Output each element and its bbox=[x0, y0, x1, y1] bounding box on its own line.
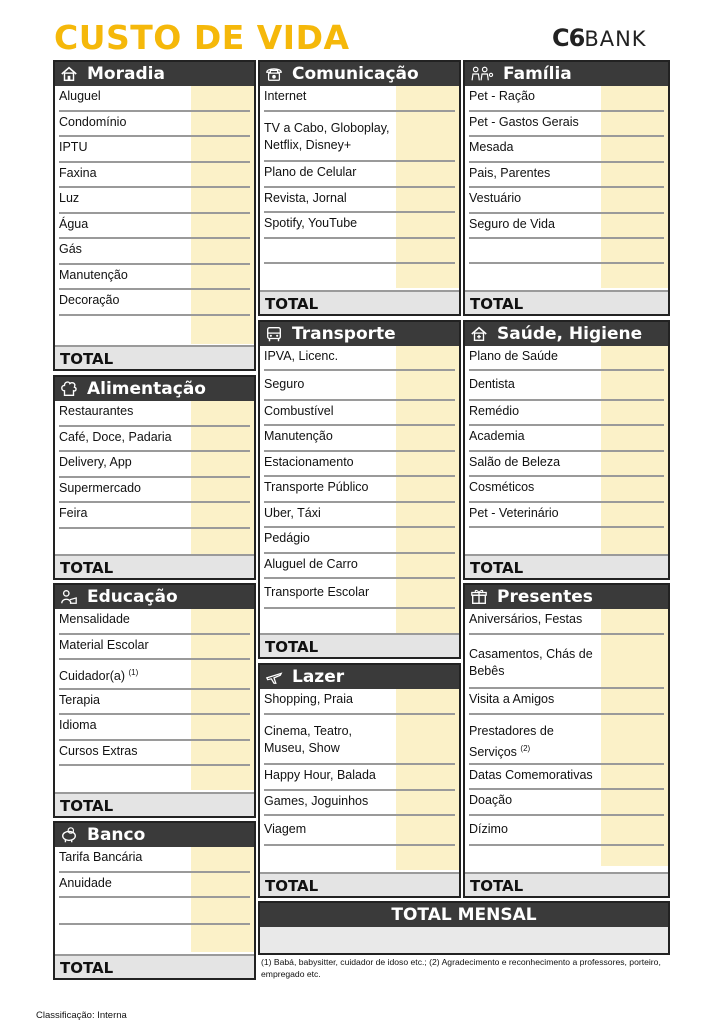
expense-value-field[interactable] bbox=[191, 660, 254, 690]
expense-label: Viagem bbox=[264, 822, 307, 836]
expense-value-field[interactable] bbox=[191, 163, 254, 188]
expense-label: Vestuário bbox=[469, 191, 522, 205]
expense-value-field[interactable] bbox=[601, 371, 668, 401]
expense-row[interactable] bbox=[260, 715, 459, 765]
expense-value-field[interactable] bbox=[191, 290, 254, 316]
section-title: Presentes bbox=[497, 587, 593, 607]
expense-value-field[interactable] bbox=[191, 214, 254, 239]
expense-row[interactable] bbox=[260, 239, 459, 264]
expense-label: Spotify, YouTube bbox=[264, 216, 358, 230]
expense-label bbox=[260, 846, 396, 870]
expense-row[interactable] bbox=[55, 86, 254, 112]
house-icon bbox=[59, 64, 79, 84]
expense-row[interactable] bbox=[260, 765, 459, 791]
section-educacao-header bbox=[55, 585, 254, 609]
expense-value-field[interactable] bbox=[601, 790, 668, 816]
expense-label: Revista, Jornal bbox=[264, 191, 347, 205]
expense-row[interactable] bbox=[55, 265, 254, 290]
expense-row[interactable] bbox=[55, 925, 254, 952]
expense-value-field[interactable] bbox=[191, 265, 254, 290]
classification-label: Classificação: Interna bbox=[36, 1010, 127, 1021]
section-alimentacao-header bbox=[55, 377, 254, 401]
expense-value-field[interactable] bbox=[396, 162, 459, 188]
expense-label: Seguro de Vida bbox=[469, 217, 555, 231]
expense-label: Supermercado bbox=[59, 481, 141, 495]
expense-label: Salão de Beleza bbox=[469, 455, 561, 469]
expense-label: Casamentos, Chás de Bebês bbox=[469, 647, 593, 678]
expense-value-field[interactable] bbox=[396, 791, 459, 816]
expense-value-field[interactable] bbox=[191, 847, 254, 873]
expense-label-text: Prestadores de Serviços bbox=[469, 724, 554, 760]
expense-label: Luz bbox=[59, 191, 80, 205]
expense-label: Pais, Parentes bbox=[469, 166, 551, 180]
expense-value-field[interactable] bbox=[601, 426, 668, 452]
expense-label: Anuidade bbox=[59, 876, 112, 890]
expense-row[interactable] bbox=[465, 452, 668, 477]
expense-value-field[interactable] bbox=[191, 715, 254, 741]
expense-row[interactable] bbox=[260, 528, 459, 554]
expense-value-field[interactable] bbox=[396, 609, 459, 635]
expense-value-field[interactable] bbox=[191, 188, 254, 214]
section-banco-header bbox=[55, 823, 254, 847]
expense-row[interactable] bbox=[260, 346, 459, 371]
expense-row[interactable] bbox=[465, 846, 668, 866]
expense-label: Material Escolar bbox=[59, 638, 149, 652]
expense-label: Plano de Celular bbox=[264, 165, 357, 179]
expense-label: Feira bbox=[59, 506, 88, 520]
expense-row[interactable] bbox=[260, 609, 459, 635]
expense-value-field[interactable] bbox=[191, 427, 254, 452]
expense-label: Doação bbox=[469, 793, 513, 807]
section-moradia-header bbox=[55, 62, 254, 86]
expense-value-field[interactable] bbox=[191, 766, 254, 790]
expense-label: Tarifa Bancária bbox=[59, 850, 143, 864]
expense-label bbox=[465, 528, 601, 554]
section-title: Família bbox=[503, 64, 572, 84]
expense-value-field[interactable] bbox=[601, 715, 668, 765]
expense-label: Mensalidade bbox=[59, 612, 130, 626]
expense-label bbox=[465, 715, 601, 765]
expense-row[interactable] bbox=[55, 112, 254, 137]
expense-row[interactable] bbox=[55, 188, 254, 214]
expense-label: IPTU bbox=[59, 140, 88, 154]
expense-value-field[interactable] bbox=[601, 816, 668, 846]
expense-row[interactable] bbox=[55, 529, 254, 554]
section-total: TOTAL bbox=[55, 792, 254, 816]
total-mensal-box bbox=[258, 901, 670, 955]
expense-value-field[interactable] bbox=[191, 609, 254, 635]
section-title: Educação bbox=[87, 587, 178, 607]
expense-row[interactable] bbox=[260, 816, 459, 846]
expense-row[interactable] bbox=[260, 554, 459, 579]
expense-row[interactable] bbox=[260, 846, 459, 870]
expense-label: Remédio bbox=[469, 404, 520, 418]
expense-row[interactable] bbox=[260, 689, 459, 715]
expense-row[interactable] bbox=[55, 873, 254, 898]
section-title: Saúde, Higiene bbox=[497, 324, 643, 344]
expense-label: Cinema, Teatro, Museu, Show bbox=[264, 724, 353, 755]
health-house-icon bbox=[469, 324, 489, 344]
chef-hat-icon bbox=[59, 379, 79, 399]
footnote-ref: (2) bbox=[520, 744, 531, 753]
expense-row[interactable] bbox=[465, 214, 668, 239]
expense-value-field[interactable] bbox=[191, 529, 254, 554]
footnote: (1) Babá, babysitter, cuidador de idoso etc.; (2) Agradecimento e reconhecimento a professores, porteiro, empregado etc. bbox=[261, 957, 661, 979]
expense-value-field[interactable] bbox=[396, 715, 459, 765]
expense-row[interactable] bbox=[55, 401, 254, 427]
section-presentes bbox=[463, 583, 670, 898]
expense-value-field[interactable] bbox=[601, 239, 668, 264]
brand-c6: C6 bbox=[552, 24, 585, 52]
expense-row[interactable] bbox=[55, 690, 254, 715]
expense-value-field[interactable] bbox=[601, 86, 668, 112]
expense-label: Internet bbox=[264, 89, 307, 103]
section-comunicacao bbox=[258, 60, 461, 316]
expense-row[interactable] bbox=[55, 478, 254, 503]
expense-row[interactable] bbox=[465, 371, 668, 401]
expense-value-field[interactable] bbox=[601, 452, 668, 477]
expense-value-field[interactable] bbox=[396, 528, 459, 554]
expense-label: Aluguel de Carro bbox=[264, 557, 358, 571]
expense-value-field[interactable] bbox=[191, 239, 254, 265]
expense-value-field[interactable] bbox=[396, 765, 459, 791]
expense-value-field[interactable] bbox=[396, 112, 459, 162]
expense-row[interactable] bbox=[55, 427, 254, 452]
expense-label bbox=[465, 239, 601, 264]
expense-row[interactable] bbox=[465, 503, 668, 528]
expense-value-field[interactable] bbox=[601, 163, 668, 188]
expense-value-field[interactable] bbox=[191, 316, 254, 344]
expense-label: Terapia bbox=[59, 693, 100, 707]
expense-value-field[interactable] bbox=[396, 477, 459, 503]
expense-row[interactable] bbox=[260, 86, 459, 112]
expense-value-field[interactable] bbox=[601, 188, 668, 214]
expense-value-field[interactable] bbox=[191, 635, 254, 660]
total-mensal-label: TOTAL MENSAL bbox=[260, 903, 668, 927]
expense-row[interactable] bbox=[55, 898, 254, 925]
expense-row[interactable] bbox=[55, 766, 254, 790]
section-educacao bbox=[53, 583, 256, 818]
expense-row[interactable] bbox=[55, 163, 254, 188]
section-title: Transporte bbox=[292, 324, 396, 344]
expense-label: Estacionamento bbox=[264, 455, 354, 469]
expense-label: TV a Cabo, Globoplay, Netflix, Disney+ bbox=[264, 121, 390, 152]
expense-row[interactable] bbox=[55, 137, 254, 163]
section-title: Alimentação bbox=[87, 379, 206, 399]
expense-value-field[interactable] bbox=[396, 371, 459, 401]
expense-label: Restaurantes bbox=[59, 404, 134, 418]
expense-value-field[interactable] bbox=[191, 925, 254, 952]
expense-row[interactable] bbox=[260, 264, 459, 288]
section-total: TOTAL bbox=[55, 345, 254, 369]
expense-label: Combustível bbox=[264, 404, 334, 418]
expense-row[interactable] bbox=[260, 213, 459, 239]
expense-value-field[interactable] bbox=[396, 213, 459, 239]
expense-label: Uber, Táxi bbox=[264, 506, 321, 520]
expense-row[interactable] bbox=[465, 86, 668, 112]
expense-row[interactable] bbox=[465, 635, 668, 689]
page-title: CUSTO DE VIDA bbox=[54, 18, 350, 57]
expense-label bbox=[465, 846, 601, 866]
expense-label bbox=[260, 239, 396, 264]
expense-row[interactable] bbox=[55, 660, 254, 690]
expense-row[interactable] bbox=[260, 112, 459, 162]
expense-row[interactable] bbox=[260, 477, 459, 503]
section-banco bbox=[53, 821, 256, 980]
expense-label bbox=[55, 316, 191, 344]
expense-row[interactable] bbox=[260, 162, 459, 188]
expense-value-field[interactable] bbox=[396, 503, 459, 528]
expense-row[interactable] bbox=[55, 741, 254, 766]
section-lazer bbox=[258, 663, 461, 898]
expense-value-field[interactable] bbox=[396, 86, 459, 112]
section-saude-higiene bbox=[463, 320, 670, 580]
expense-row[interactable] bbox=[260, 503, 459, 528]
expense-label: Shopping, Praia bbox=[264, 692, 353, 706]
expense-row[interactable] bbox=[55, 239, 254, 265]
expense-value-field[interactable] bbox=[396, 239, 459, 264]
expense-value-field[interactable] bbox=[601, 689, 668, 715]
expense-value-field[interactable] bbox=[396, 346, 459, 371]
expense-value-field[interactable] bbox=[396, 816, 459, 846]
expense-row[interactable] bbox=[55, 316, 254, 344]
section-saude-header bbox=[465, 322, 668, 346]
section-total: TOTAL bbox=[55, 554, 254, 578]
expense-label: Decoração bbox=[59, 293, 120, 307]
expense-row[interactable] bbox=[465, 609, 668, 635]
expense-value-field[interactable] bbox=[601, 765, 668, 790]
expense-row[interactable] bbox=[55, 503, 254, 529]
expense-row[interactable] bbox=[465, 816, 668, 846]
section-familia bbox=[463, 60, 670, 316]
expense-value-field[interactable] bbox=[601, 477, 668, 503]
expense-label bbox=[260, 264, 396, 288]
expense-row[interactable] bbox=[465, 401, 668, 426]
expense-label: Aluguel bbox=[59, 89, 101, 103]
expense-row[interactable] bbox=[465, 715, 668, 765]
expense-value-field[interactable] bbox=[396, 846, 459, 870]
expense-value-field[interactable] bbox=[191, 137, 254, 163]
expense-label: Visita a Amigos bbox=[469, 692, 555, 706]
expense-value-field[interactable] bbox=[601, 112, 668, 137]
expense-row[interactable] bbox=[260, 426, 459, 452]
expense-value-field[interactable] bbox=[191, 112, 254, 137]
expense-row[interactable] bbox=[465, 239, 668, 264]
expense-label: Pedágio bbox=[264, 531, 310, 545]
expense-row[interactable] bbox=[465, 426, 668, 452]
expense-label: Dentista bbox=[469, 377, 515, 391]
airplane-icon bbox=[264, 667, 284, 687]
expense-value-field[interactable] bbox=[396, 579, 459, 609]
expense-row[interactable] bbox=[465, 689, 668, 715]
expense-row[interactable] bbox=[465, 163, 668, 188]
expense-value-field[interactable] bbox=[601, 503, 668, 528]
expense-value-field[interactable] bbox=[601, 401, 668, 426]
expense-label: Plano de Saúde bbox=[469, 349, 558, 363]
expense-label bbox=[55, 529, 191, 554]
section-total: TOTAL bbox=[260, 290, 459, 314]
expense-label: Manutenção bbox=[264, 429, 333, 443]
section-title: Banco bbox=[87, 825, 146, 845]
section-comunicacao-header bbox=[260, 62, 459, 86]
expense-label: Mesada bbox=[469, 140, 514, 154]
section-total: TOTAL bbox=[465, 554, 668, 578]
expense-label: Dízimo bbox=[469, 822, 508, 836]
student-icon bbox=[59, 587, 79, 607]
expense-row[interactable] bbox=[465, 112, 668, 137]
expense-label bbox=[55, 925, 191, 952]
expense-row[interactable] bbox=[260, 791, 459, 816]
expense-row[interactable] bbox=[465, 528, 668, 554]
expense-row[interactable] bbox=[55, 635, 254, 660]
expense-label bbox=[55, 898, 191, 925]
expense-value-field[interactable] bbox=[601, 846, 668, 866]
gift-icon bbox=[469, 587, 489, 607]
expense-row[interactable] bbox=[55, 847, 254, 873]
expense-value-field[interactable] bbox=[191, 741, 254, 766]
expense-value-field[interactable] bbox=[601, 609, 668, 635]
expense-label: Café, Doce, Padaria bbox=[59, 430, 172, 444]
expense-label: Delivery, App bbox=[59, 455, 132, 469]
section-total: TOTAL bbox=[55, 954, 254, 978]
expense-label: Datas Comemorativas bbox=[469, 768, 593, 782]
family-icon bbox=[469, 64, 495, 84]
expense-value-field[interactable] bbox=[601, 137, 668, 163]
expense-label: IPVA, Licenc. bbox=[264, 349, 339, 363]
brand-bank: BANK bbox=[584, 27, 647, 51]
expense-label: Água bbox=[59, 217, 89, 231]
expense-value-field[interactable] bbox=[601, 528, 668, 554]
expense-row[interactable] bbox=[260, 371, 459, 401]
expense-value-field[interactable] bbox=[396, 188, 459, 213]
expense-label: Condomínio bbox=[59, 115, 127, 129]
expense-label: Pet - Veterinário bbox=[469, 506, 559, 520]
expense-row[interactable] bbox=[465, 188, 668, 214]
expense-label: Academia bbox=[469, 429, 525, 443]
section-total: TOTAL bbox=[465, 872, 668, 896]
expense-value-field[interactable] bbox=[601, 264, 668, 288]
expense-label bbox=[260, 609, 396, 635]
expense-value-field[interactable] bbox=[601, 635, 668, 689]
section-lazer-header bbox=[260, 665, 459, 689]
expense-row[interactable] bbox=[465, 477, 668, 503]
expense-label bbox=[55, 660, 191, 690]
expense-label: Pet - Ração bbox=[469, 89, 536, 103]
section-moradia bbox=[53, 60, 256, 371]
telephone-icon bbox=[264, 64, 284, 84]
expense-row[interactable] bbox=[55, 290, 254, 316]
expense-row[interactable] bbox=[55, 609, 254, 635]
expense-label: Gás bbox=[59, 242, 82, 256]
expense-row[interactable] bbox=[55, 452, 254, 478]
expense-row[interactable] bbox=[465, 790, 668, 816]
expense-value-field[interactable] bbox=[191, 478, 254, 503]
expense-value-field[interactable] bbox=[191, 898, 254, 925]
expense-value-field[interactable] bbox=[191, 86, 254, 112]
total-mensal-value-field[interactable] bbox=[260, 927, 668, 953]
expense-row[interactable] bbox=[260, 452, 459, 477]
section-title: Moradia bbox=[87, 64, 165, 84]
expense-label: Cursos Extras bbox=[59, 744, 138, 758]
expense-row[interactable] bbox=[465, 137, 668, 163]
expense-value-field[interactable] bbox=[601, 214, 668, 239]
expense-label: Seguro bbox=[264, 377, 305, 391]
expense-row[interactable] bbox=[55, 715, 254, 741]
expense-row[interactable] bbox=[465, 264, 668, 288]
expense-value-field[interactable] bbox=[601, 346, 668, 371]
expense-row[interactable] bbox=[465, 765, 668, 790]
expense-label: Manutenção bbox=[59, 268, 128, 282]
expense-value-field[interactable] bbox=[396, 554, 459, 579]
section-presentes-header bbox=[465, 585, 668, 609]
expense-label: Cosméticos bbox=[469, 480, 535, 494]
expense-label bbox=[465, 264, 601, 288]
expense-value-field[interactable] bbox=[191, 690, 254, 715]
section-familia-header bbox=[465, 62, 668, 86]
expense-value-field[interactable] bbox=[191, 873, 254, 898]
piggy-bank-icon bbox=[59, 825, 79, 845]
expense-label-text: Cuidador(a) bbox=[59, 669, 126, 684]
expense-row[interactable] bbox=[260, 188, 459, 213]
expense-value-field[interactable] bbox=[191, 452, 254, 478]
expense-label: Aniversários, Festas bbox=[469, 612, 583, 626]
expense-label: Transporte Público bbox=[264, 480, 369, 494]
expense-value-field[interactable] bbox=[191, 401, 254, 427]
expense-label: Games, Joguinhos bbox=[264, 794, 369, 808]
bus-icon bbox=[264, 324, 284, 344]
expense-label: Pet - Gastos Gerais bbox=[469, 115, 579, 129]
expense-label: Idioma bbox=[59, 718, 97, 732]
expense-row[interactable] bbox=[55, 214, 254, 239]
expense-value-field[interactable] bbox=[396, 689, 459, 715]
section-alimentacao bbox=[53, 375, 256, 580]
expense-label: Happy Hour, Balada bbox=[264, 768, 376, 782]
expense-label: Transporte Escolar bbox=[264, 585, 370, 599]
expense-row[interactable] bbox=[465, 346, 668, 371]
expense-label bbox=[55, 766, 191, 790]
section-transporte-header bbox=[260, 322, 459, 346]
footnote-ref: (1) bbox=[128, 668, 139, 677]
expense-value-field[interactable] bbox=[396, 401, 459, 426]
section-total: TOTAL bbox=[465, 290, 668, 314]
section-transporte bbox=[258, 320, 461, 659]
section-total: TOTAL bbox=[260, 872, 459, 896]
section-title: Comunicação bbox=[292, 64, 419, 84]
expense-value-field[interactable] bbox=[396, 452, 459, 477]
section-total: TOTAL bbox=[260, 633, 459, 657]
expense-value-field[interactable] bbox=[396, 264, 459, 288]
expense-row[interactable] bbox=[260, 401, 459, 426]
expense-value-field[interactable] bbox=[191, 503, 254, 529]
section-title: Lazer bbox=[292, 667, 345, 687]
expense-value-field[interactable] bbox=[396, 426, 459, 452]
expense-label: Faxina bbox=[59, 166, 97, 180]
expense-row[interactable] bbox=[260, 579, 459, 609]
brand-logo bbox=[552, 26, 647, 51]
